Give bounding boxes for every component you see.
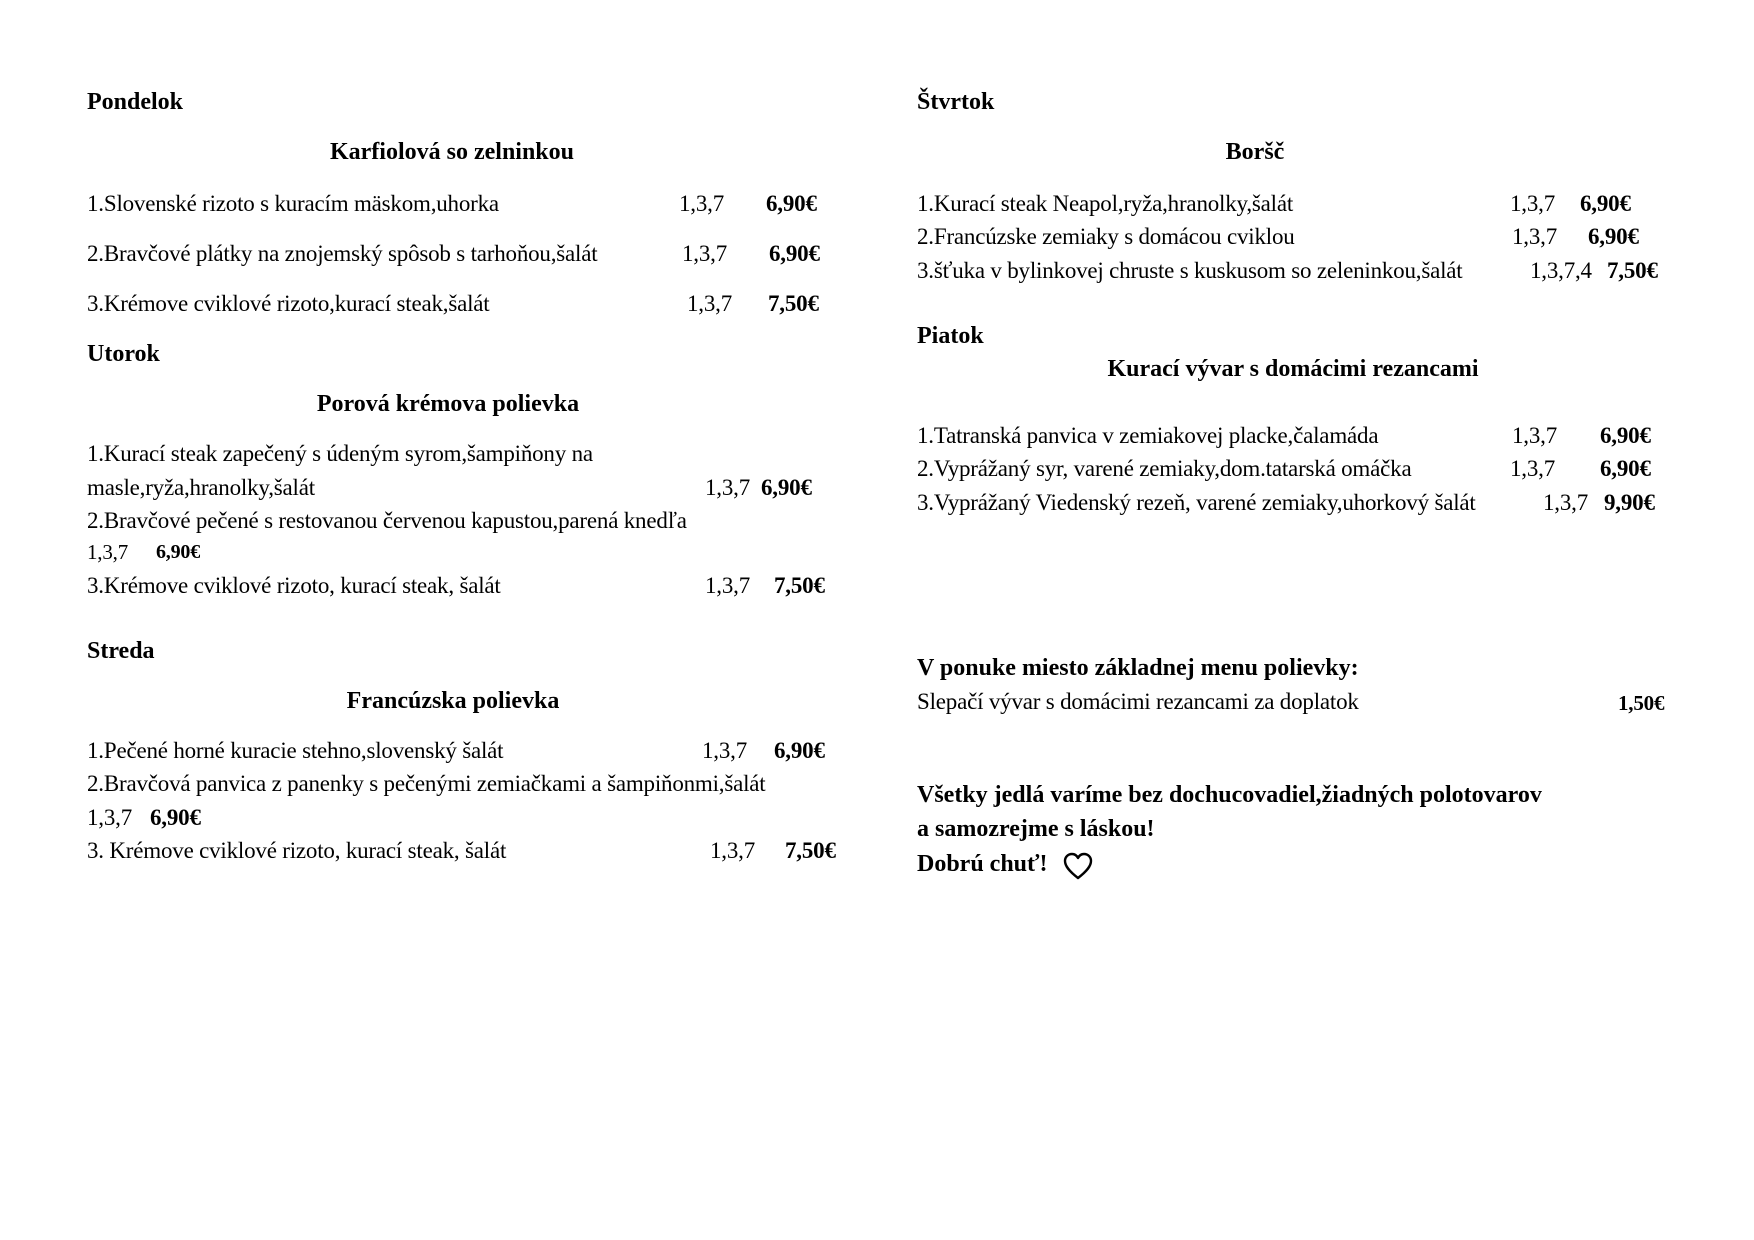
menu-item-price: 6,90€ bbox=[1580, 191, 1631, 216]
menu-item-price: 6,90€ bbox=[1588, 224, 1639, 249]
menu-item-allergens: 1,3,7,4 bbox=[1530, 258, 1592, 283]
soup-friday: Kurací vývar s domácimi rezancami bbox=[1107, 356, 1479, 382]
menu-item-name: 3. Krémove cviklové rizoto, kurací steak, šalát bbox=[87, 838, 507, 863]
day-heading-monday: Pondelok bbox=[87, 89, 184, 115]
menu-item-name: 3.Vyprážaný Viedenský rezeň, varené zemiaky,uhorkový šalát bbox=[917, 490, 1476, 515]
menu-item-allergens: 1,3,7 bbox=[687, 291, 733, 316]
menu-item-price: 7,50€ bbox=[774, 573, 825, 598]
menu-item-name: 3.šťuka v bylinkovej chruste s kuskusom so zeleninkou,šalát bbox=[917, 258, 1463, 283]
menu-item-price: 6,90€ bbox=[156, 541, 201, 563]
day-heading-tuesday: Utorok bbox=[87, 341, 160, 367]
menu-item-allergens: 1,3,7 bbox=[1510, 456, 1556, 481]
closing-line-1: Všetky jedlá varíme bez dochucovadiel,žiadných polotovarov bbox=[917, 782, 1542, 808]
extra-offer-item: Slepačí vývar s domácimi rezancami za doplatok bbox=[917, 689, 1359, 714]
menu-item-name: 2.Bravčové pečené s restovanou červenou kapustou,parená knedľa bbox=[87, 508, 687, 533]
extra-offer-heading: V ponuke miesto základnej menu polievky: bbox=[917, 655, 1359, 681]
menu-item-name: 2.Bravčové plátky na znojemský spôsob s tarhoňou,šalát bbox=[87, 241, 598, 266]
menu-item-price: 6,90€ bbox=[766, 191, 817, 216]
menu-item-allergens: 1,3,7 bbox=[705, 475, 751, 500]
menu-item-price: 6,90€ bbox=[769, 241, 820, 266]
menu-item-allergens: 1,3,7 bbox=[702, 738, 748, 763]
heart-icon bbox=[1063, 852, 1093, 880]
extra-offer-price: 1,50€ bbox=[1618, 691, 1665, 715]
menu-item-allergens: 1,3,7 bbox=[705, 573, 751, 598]
menu-item-allergens: 1,3,7 bbox=[1512, 224, 1558, 249]
menu-item-price: 9,90€ bbox=[1604, 490, 1655, 515]
closing-line-3: Dobrú chuť! bbox=[917, 851, 1048, 877]
soup-thursday: Boršč bbox=[1225, 139, 1285, 165]
menu-item-price: 6,90€ bbox=[1600, 456, 1651, 481]
day-heading-wednesday: Streda bbox=[87, 638, 155, 664]
menu-item-allergens: 1,3,7 bbox=[679, 191, 725, 216]
menu-item-price: 6,90€ bbox=[1600, 423, 1651, 448]
menu-item-price: 6,90€ bbox=[150, 805, 201, 830]
menu-item-name: 1.Slovenské rizoto s kuracím mäskom,uhorka bbox=[87, 191, 499, 216]
menu-item-allergens: 1,3,7 bbox=[710, 838, 756, 863]
menu-item-name: 1.Kurací steak Neapol,ryža,hranolky,šalát bbox=[917, 191, 1294, 216]
menu-item-name-line2: masle,ryža,hranolky,šalát bbox=[87, 475, 315, 500]
menu-item-name: 2.Francúzske zemiaky s domácou cviklou bbox=[917, 224, 1295, 249]
menu-item-price: 6,90€ bbox=[774, 738, 825, 763]
day-heading-friday: Piatok bbox=[917, 323, 984, 349]
menu-item-allergens: 1,3,7 bbox=[682, 241, 728, 266]
menu-item-name: 2.Bravčová panvica z panenky s pečenými zemiačkami a šampiňonmi,šalát bbox=[87, 771, 766, 796]
menu-item-allergens: 1,3,7 bbox=[1512, 423, 1558, 448]
soup-wednesday: Francúzska polievka bbox=[346, 688, 560, 714]
menu-item-price: 6,90€ bbox=[761, 475, 812, 500]
closing-line-2: a samozrejme s láskou! bbox=[917, 816, 1155, 842]
menu-item-name: 1.Tatranská panvica v zemiakovej placke,čalamáda bbox=[917, 423, 1379, 448]
menu-item-name: 3.Krémove cviklové rizoto,kurací steak,šalát bbox=[87, 291, 490, 316]
menu-item-price: 7,50€ bbox=[1607, 258, 1658, 283]
day-heading-thursday: Štvrtok bbox=[917, 89, 995, 115]
menu-item-name-line1: 1.Kurací steak zapečený s údeným syrom,šampiňony na bbox=[87, 441, 593, 466]
soup-monday: Karfiolová so zelninkou bbox=[329, 139, 575, 165]
menu-item-price: 7,50€ bbox=[768, 291, 819, 316]
menu-item-allergens: 1,3,7 bbox=[87, 805, 133, 830]
soup-tuesday: Porová krémova polievka bbox=[316, 391, 580, 417]
menu-item-allergens: 1,3,7 bbox=[1543, 490, 1589, 515]
menu-item-allergens: 1,3,7 bbox=[87, 540, 129, 564]
menu-item-allergens: 1,3,7 bbox=[1510, 191, 1556, 216]
menu-item-name: 1.Pečené horné kuracie stehno,slovenský šalát bbox=[87, 738, 504, 763]
menu-item-name: 3.Krémove cviklové rizoto, kurací steak, šalát bbox=[87, 573, 501, 598]
menu-item-name: 2.Vyprážaný syr, varené zemiaky,dom.tatarská omáčka bbox=[917, 456, 1412, 481]
menu-item-price: 7,50€ bbox=[785, 838, 836, 863]
